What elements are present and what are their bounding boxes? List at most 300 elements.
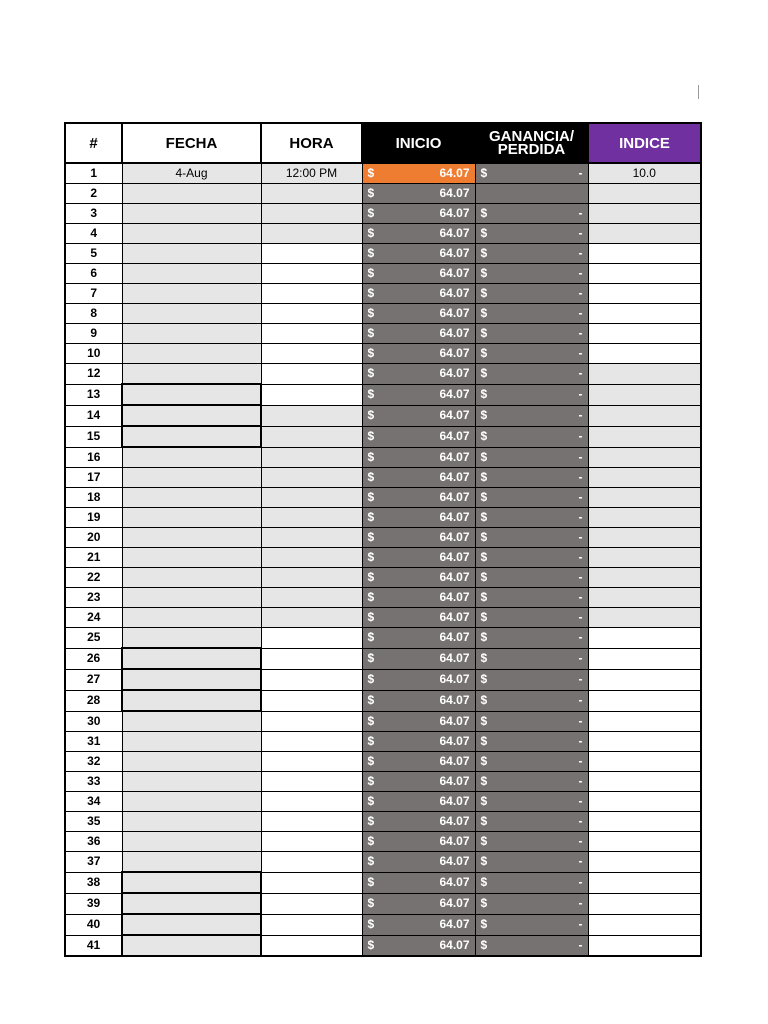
hora-cell[interactable] [261, 792, 362, 812]
fecha-cell[interactable] [122, 711, 261, 732]
inicio-cell[interactable] [362, 711, 475, 732]
hora-cell[interactable] [261, 184, 362, 204]
row-number-cell[interactable]: 5 [65, 244, 122, 264]
ganancia-cell[interactable] [475, 364, 588, 385]
row-number-cell[interactable]: 32 [65, 752, 122, 772]
inicio-cell[interactable] [362, 752, 475, 772]
inicio-cell[interactable] [362, 204, 475, 224]
hora-cell[interactable] [261, 468, 362, 488]
inicio-cell[interactable] [362, 224, 475, 244]
indice-cell[interactable] [588, 648, 701, 669]
row-number-cell[interactable]: 30 [65, 711, 122, 732]
fecha-cell[interactable] [122, 852, 261, 873]
row-number-cell[interactable]: 13 [65, 384, 122, 405]
hora-cell[interactable] [261, 284, 362, 304]
indice-cell[interactable] [588, 669, 701, 690]
row-number-cell[interactable]: 26 [65, 648, 122, 669]
fecha-cell[interactable] [122, 690, 261, 711]
inicio-cell[interactable] [362, 184, 475, 204]
hora-cell[interactable] [261, 447, 362, 468]
hora-cell[interactable] [261, 711, 362, 732]
row-number-cell[interactable]: 12 [65, 364, 122, 385]
ganancia-cell[interactable] [475, 812, 588, 832]
inicio-cell[interactable] [362, 548, 475, 568]
inicio-cell[interactable] [362, 528, 475, 548]
row-number-cell[interactable]: 17 [65, 468, 122, 488]
ganancia-cell[interactable] [475, 608, 588, 628]
fecha-cell[interactable] [122, 384, 261, 405]
ganancia-cell[interactable] [475, 264, 588, 284]
header-indice[interactable]: INDICE [588, 123, 701, 163]
currency-symbol: $ [480, 206, 488, 220]
hora-cell[interactable] [261, 508, 362, 528]
row-number-cell[interactable]: 39 [65, 893, 122, 914]
indice-cell[interactable] [588, 872, 701, 893]
indice-cell[interactable] [588, 244, 701, 264]
hora-cell[interactable] [261, 528, 362, 548]
row-number-cell[interactable]: 31 [65, 732, 122, 752]
fecha-cell[interactable] [122, 264, 261, 284]
hora-cell[interactable] [261, 914, 362, 935]
indice-cell[interactable] [588, 832, 701, 852]
inicio-amount: 64.07 [439, 306, 470, 320]
indice-cell[interactable] [588, 752, 701, 772]
inicio-cell[interactable] [362, 344, 475, 364]
ganancia-amount: - [578, 366, 583, 380]
fecha-cell[interactable] [122, 608, 261, 628]
fecha-cell[interactable] [122, 284, 261, 304]
row-number-cell[interactable]: 16 [65, 447, 122, 468]
hora-cell[interactable] [261, 426, 362, 447]
header-hora[interactable]: HORA [261, 123, 362, 163]
ganancia-amount: - [578, 286, 583, 300]
ganancia-amount: - [578, 407, 583, 422]
row-number-cell[interactable]: 25 [65, 628, 122, 649]
currency-symbol: $ [367, 937, 375, 952]
currency-symbol: $ [480, 630, 488, 644]
row-number-cell[interactable]: 40 [65, 914, 122, 935]
inicio-cell[interactable] [362, 304, 475, 324]
fecha-cell[interactable] [122, 935, 261, 956]
row-number-cell[interactable]: 35 [65, 812, 122, 832]
indice-cell[interactable] [588, 528, 701, 548]
table-row [65, 812, 701, 832]
inicio-amount: 64.07 [439, 490, 470, 504]
row-number-cell[interactable]: 24 [65, 608, 122, 628]
table-row [65, 163, 701, 184]
indice-cell[interactable] [588, 608, 701, 628]
fecha-cell[interactable] [122, 468, 261, 488]
hora-cell[interactable] [261, 752, 362, 772]
indice-cell[interactable] [588, 508, 701, 528]
indice-cell[interactable] [588, 732, 701, 752]
ganancia-cell[interactable] [475, 832, 588, 852]
ganancia-cell[interactable] [475, 204, 588, 224]
row-number-cell[interactable]: 34 [65, 792, 122, 812]
fecha-cell[interactable] [122, 588, 261, 608]
table-row [65, 344, 701, 364]
fecha-cell[interactable] [122, 184, 261, 204]
row-number-cell[interactable]: 18 [65, 488, 122, 508]
hora-cell[interactable] [261, 812, 362, 832]
currency-symbol: $ [367, 874, 375, 889]
ganancia-amount: - [578, 671, 583, 686]
inicio-amount: 64.07 [439, 530, 470, 544]
ganancia-cell[interactable] [475, 628, 588, 649]
indice-cell[interactable] [588, 284, 701, 304]
row-number-cell[interactable]: 22 [65, 568, 122, 588]
ganancia-cell[interactable] [475, 244, 588, 264]
row-number-cell[interactable]: 28 [65, 690, 122, 711]
currency-symbol: $ [367, 166, 375, 180]
ganancia-cell[interactable] [475, 772, 588, 792]
inicio-cell[interactable] [362, 872, 475, 893]
fecha-cell[interactable]: 4-Aug [122, 163, 261, 184]
ganancia-amount: - [578, 754, 583, 768]
hora-cell[interactable] [261, 732, 362, 752]
table-row [65, 935, 701, 956]
currency-symbol: $ [480, 266, 488, 280]
currency-symbol: $ [367, 916, 375, 931]
hora-cell[interactable] [261, 405, 362, 426]
header-fecha[interactable]: FECHA [122, 123, 261, 163]
currency-symbol: $ [480, 774, 488, 788]
hora-cell[interactable] [261, 324, 362, 344]
inicio-cell[interactable] [362, 405, 475, 426]
inicio-cell[interactable] [362, 772, 475, 792]
ganancia-cell[interactable] [475, 792, 588, 812]
ganancia-cell[interactable] [475, 508, 588, 528]
hora-cell[interactable]: 12:00 PM [261, 163, 362, 184]
row-number-cell[interactable]: 3 [65, 204, 122, 224]
fecha-cell[interactable] [122, 324, 261, 344]
inicio-amount: 64.07 [439, 874, 470, 889]
currency-symbol: $ [480, 713, 488, 728]
ganancia-cell[interactable] [475, 568, 588, 588]
hora-cell[interactable] [261, 304, 362, 324]
inicio-cell[interactable] [362, 608, 475, 628]
fecha-cell[interactable] [122, 752, 261, 772]
indice-cell[interactable] [588, 792, 701, 812]
fecha-cell[interactable] [122, 914, 261, 935]
inicio-cell[interactable] [362, 426, 475, 447]
ganancia-cell[interactable] [475, 528, 588, 548]
inicio-cell[interactable] [362, 852, 475, 873]
ganancia-cell[interactable] [475, 588, 588, 608]
row-number-cell[interactable]: 38 [65, 872, 122, 893]
row-number-cell[interactable]: 21 [65, 548, 122, 568]
fecha-cell[interactable] [122, 528, 261, 548]
inicio-cell[interactable] [362, 935, 475, 956]
table-row [65, 528, 701, 548]
indice-cell[interactable] [588, 711, 701, 732]
header-number[interactable]: # [65, 123, 122, 163]
ganancia-cell[interactable] [475, 468, 588, 488]
ganancia-cell[interactable] [475, 711, 588, 732]
inicio-cell[interactable] [362, 163, 475, 184]
indice-cell[interactable] [588, 812, 701, 832]
currency-symbol: $ [367, 470, 375, 484]
inicio-amount: 64.07 [439, 692, 470, 707]
table-row [65, 384, 701, 405]
ganancia-amount: - [578, 346, 583, 360]
ganancia-cell[interactable] [475, 935, 588, 956]
currency-symbol: $ [367, 407, 375, 422]
currency-symbol: $ [367, 630, 375, 644]
ganancia-cell[interactable] [475, 163, 588, 184]
row-number-cell[interactable]: 10 [65, 344, 122, 364]
fecha-cell[interactable] [122, 832, 261, 852]
inicio-cell[interactable] [362, 732, 475, 752]
hora-cell[interactable] [261, 832, 362, 852]
inicio-amount: 64.07 [439, 570, 470, 584]
hora-cell[interactable] [261, 224, 362, 244]
hora-cell[interactable] [261, 244, 362, 264]
fecha-cell[interactable] [122, 344, 261, 364]
indice-cell[interactable] [588, 468, 701, 488]
hora-cell[interactable] [261, 628, 362, 649]
indice-cell[interactable] [588, 344, 701, 364]
table-row [65, 244, 701, 264]
row-number-cell[interactable]: 23 [65, 588, 122, 608]
inicio-cell[interactable] [362, 384, 475, 405]
row-number-cell[interactable]: 2 [65, 184, 122, 204]
fecha-cell[interactable] [122, 792, 261, 812]
currency-symbol: $ [480, 470, 488, 484]
fecha-cell[interactable] [122, 872, 261, 893]
inicio-cell[interactable] [362, 893, 475, 914]
fecha-cell[interactable] [122, 648, 261, 669]
table-body [65, 163, 701, 956]
table-row [65, 324, 701, 344]
ganancia-cell[interactable] [475, 304, 588, 324]
indice-cell[interactable] [588, 772, 701, 792]
ganancia-cell[interactable] [475, 184, 588, 204]
ganancia-cell[interactable] [475, 669, 588, 690]
indice-cell[interactable] [588, 447, 701, 468]
indice-cell[interactable] [588, 324, 701, 344]
ganancia-cell[interactable] [475, 488, 588, 508]
inicio-cell[interactable] [362, 648, 475, 669]
hora-cell[interactable] [261, 935, 362, 956]
hora-cell[interactable] [261, 648, 362, 669]
currency-symbol: $ [367, 246, 375, 260]
hora-cell[interactable] [261, 548, 362, 568]
fecha-cell[interactable] [122, 204, 261, 224]
fecha-cell[interactable] [122, 628, 261, 649]
inicio-cell[interactable] [362, 588, 475, 608]
ganancia-amount: - [578, 449, 583, 464]
row-number-cell[interactable]: 33 [65, 772, 122, 792]
fecha-cell[interactable] [122, 732, 261, 752]
inicio-cell[interactable] [362, 812, 475, 832]
table-row [65, 264, 701, 284]
indice-cell[interactable] [588, 588, 701, 608]
ganancia-cell[interactable] [475, 548, 588, 568]
inicio-cell[interactable] [362, 447, 475, 468]
indice-cell[interactable] [588, 893, 701, 914]
fecha-cell[interactable] [122, 893, 261, 914]
ganancia-cell[interactable] [475, 384, 588, 405]
ganancia-amount: - [578, 266, 583, 280]
ganancia-cell[interactable] [475, 447, 588, 468]
indice-cell[interactable] [588, 184, 701, 204]
indice-cell[interactable] [588, 426, 701, 447]
hora-cell[interactable] [261, 872, 362, 893]
ganancia-cell[interactable] [475, 426, 588, 447]
fecha-cell[interactable] [122, 669, 261, 690]
inicio-cell[interactable] [362, 690, 475, 711]
indice-cell[interactable] [588, 568, 701, 588]
row-number-cell[interactable]: 41 [65, 935, 122, 956]
hora-cell[interactable] [261, 264, 362, 284]
currency-symbol: $ [480, 570, 488, 584]
row-number-cell[interactable]: 20 [65, 528, 122, 548]
fecha-cell[interactable] [122, 426, 261, 447]
row-number-cell[interactable]: 19 [65, 508, 122, 528]
ganancia-amount: - [578, 713, 583, 728]
indice-cell[interactable]: 10.0 [588, 163, 701, 184]
fecha-cell[interactable] [122, 447, 261, 468]
currency-symbol: $ [367, 754, 375, 768]
indice-cell[interactable] [588, 204, 701, 224]
indice-cell[interactable] [588, 935, 701, 956]
indice-cell[interactable] [588, 488, 701, 508]
currency-symbol: $ [480, 366, 488, 380]
hora-cell[interactable] [261, 669, 362, 690]
inicio-cell[interactable] [362, 792, 475, 812]
row-number-cell[interactable]: 8 [65, 304, 122, 324]
row-number-cell[interactable]: 6 [65, 264, 122, 284]
inicio-cell[interactable] [362, 324, 475, 344]
indice-cell[interactable] [588, 628, 701, 649]
currency-symbol: $ [367, 854, 375, 868]
ganancia-amount: - [578, 774, 583, 788]
currency-symbol: $ [480, 834, 488, 848]
ganancia-amount: - [578, 530, 583, 544]
inicio-cell[interactable] [362, 669, 475, 690]
ganancia-cell[interactable] [475, 752, 588, 772]
indice-cell[interactable] [588, 364, 701, 385]
hora-cell[interactable] [261, 568, 362, 588]
hora-cell[interactable] [261, 608, 362, 628]
indice-cell[interactable] [588, 304, 701, 324]
currency-symbol: $ [367, 774, 375, 788]
currency-symbol: $ [480, 428, 488, 443]
fecha-cell[interactable] [122, 772, 261, 792]
hora-cell[interactable] [261, 852, 362, 873]
ganancia-cell[interactable] [475, 893, 588, 914]
currency-symbol: $ [480, 650, 488, 665]
hora-cell[interactable] [261, 488, 362, 508]
inicio-cell[interactable] [362, 628, 475, 649]
indice-cell[interactable] [588, 224, 701, 244]
fecha-cell[interactable] [122, 568, 261, 588]
inicio-cell[interactable] [362, 914, 475, 935]
ganancia-cell[interactable] [475, 852, 588, 873]
row-number-cell[interactable]: 27 [65, 669, 122, 690]
fecha-cell[interactable] [122, 548, 261, 568]
indice-cell[interactable] [588, 914, 701, 935]
fecha-cell[interactable] [122, 508, 261, 528]
fecha-cell[interactable] [122, 224, 261, 244]
hora-cell[interactable] [261, 690, 362, 711]
indice-cell[interactable] [588, 264, 701, 284]
ganancia-cell[interactable] [475, 872, 588, 893]
fecha-cell[interactable] [122, 405, 261, 426]
row-number-cell[interactable]: 1 [65, 163, 122, 184]
ganancia-cell[interactable] [475, 732, 588, 752]
table-row [65, 184, 701, 204]
fecha-cell[interactable] [122, 488, 261, 508]
row-number-cell[interactable]: 15 [65, 426, 122, 447]
header-inicio[interactable]: INICIO [362, 123, 475, 163]
fecha-cell[interactable] [122, 812, 261, 832]
row-number-cell[interactable]: 14 [65, 405, 122, 426]
ganancia-cell[interactable] [475, 914, 588, 935]
ganancia-amount: - [578, 814, 583, 828]
currency-symbol: $ [480, 916, 488, 931]
table-row [65, 224, 701, 244]
ganancia-cell[interactable] [475, 224, 588, 244]
header-ganancia-perdida[interactable] [475, 123, 588, 163]
indice-cell[interactable] [588, 690, 701, 711]
currency-symbol: $ [367, 326, 375, 340]
inicio-cell[interactable] [362, 508, 475, 528]
table-row [65, 792, 701, 812]
table-row [65, 852, 701, 873]
inicio-cell[interactable] [362, 264, 475, 284]
ganancia-cell[interactable] [475, 690, 588, 711]
currency-symbol: $ [480, 794, 488, 808]
currency-symbol: $ [480, 246, 488, 260]
ganancia-cell[interactable] [475, 648, 588, 669]
hora-cell[interactable] [261, 344, 362, 364]
indice-cell[interactable] [588, 852, 701, 873]
ganancia-cell[interactable] [475, 324, 588, 344]
table-row [65, 690, 701, 711]
hora-cell[interactable] [261, 893, 362, 914]
fecha-cell[interactable] [122, 244, 261, 264]
row-number-cell[interactable]: 4 [65, 224, 122, 244]
hora-cell[interactable] [261, 588, 362, 608]
fecha-cell[interactable] [122, 364, 261, 385]
ganancia-cell[interactable] [475, 284, 588, 304]
row-number-cell[interactable]: 7 [65, 284, 122, 304]
hora-cell[interactable] [261, 204, 362, 224]
hora-cell[interactable] [261, 384, 362, 405]
currency-symbol: $ [480, 754, 488, 768]
ganancia-cell[interactable] [475, 344, 588, 364]
row-number-cell[interactable]: 37 [65, 852, 122, 873]
inicio-cell[interactable] [362, 488, 475, 508]
row-number-cell[interactable]: 9 [65, 324, 122, 344]
inicio-cell[interactable] [362, 468, 475, 488]
indice-cell[interactable] [588, 548, 701, 568]
row-number-cell[interactable]: 36 [65, 832, 122, 852]
inicio-cell[interactable] [362, 284, 475, 304]
inicio-cell[interactable] [362, 568, 475, 588]
inicio-cell[interactable] [362, 364, 475, 385]
hora-cell[interactable] [261, 364, 362, 385]
fecha-cell[interactable] [122, 304, 261, 324]
inicio-cell[interactable] [362, 832, 475, 852]
inicio-cell[interactable] [362, 244, 475, 264]
ganancia-cell[interactable] [475, 405, 588, 426]
indice-cell[interactable] [588, 384, 701, 405]
hora-cell[interactable] [261, 772, 362, 792]
indice-cell[interactable] [588, 405, 701, 426]
